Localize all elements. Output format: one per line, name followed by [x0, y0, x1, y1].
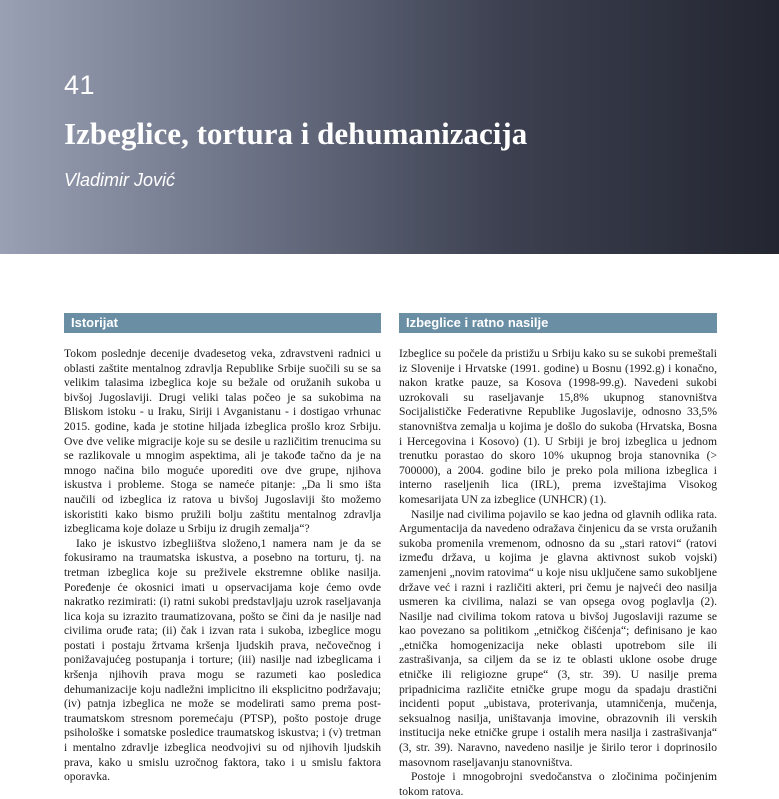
- chapter-author: Vladimir Jović: [64, 170, 176, 190]
- paragraph: Postoje i mnogobrojni svedočanstva o zločinima počinjenim tokom ratova.: [399, 770, 717, 798]
- paragraph: Iako je iskustvo izbegliištva složeno,1 namera nam je da se fokusiramo na traumatska iskustva, a posebno na torturu, tj. na tretman izbeglica koje su preživele ekstremne oblike nasilja. Poređenje će okosnici imati u opservacijama koje ćemo ovde nakratko rezimirati: (i) ratni sukobi predstavljaju uzrok raseljavanja lica koja su izrazito traumatizovana, pošto se čini da je nasilje nad civilima oruđe rata; (ii) čak i izvan rata i sukoba, izbeglice mogu postati i postaju žrtvama kršenja ljudskih prava, nečovečnog i ponižavajućeg postupanja i torture; (iii) nasilje nad izbeglicama i kršenja njihovih prava mogu se razumeti kao posledica dehumanizacije koju nadležni implicitno ili eksplicitno podržavaju; (iv) patnja izbeglica ne može se modelirati samo prema post-traumatskom stresnom poremećaju (PTSP), pošto postoje druge psihološke i somatske posledice traumatskog iskustva; i (v) tretman i mentalno zdravlje izbeglica neodvojivi su od njihovih ljudskih prava, kako u smislu uzročnog faktora, tako i u smislu faktora oporavka.: [64, 536, 381, 784]
- left-column-text: [64, 347, 381, 784]
- paragraph: Tokom poslednje decenije dvadesetog veka, zdravstveni radnici u oblasti zaštite mentalnog zdravlja Republike Srbije suočili su se sa velikim talasima izbeglica koje su bežale od oružanih sukoba u bivšoj Jugoslaviji. Drugi veliki talas počeo je sa sukobima na Bliskom istoku - u Iraku, Siriji i Avganistanu - i dostigao vrhunac 2015. godine, kada je stotine hiljada izbeglica prošlo kroz Srbiju. Ove dve velike migracije koje su se desile u različitim trenucima su se razlikovale u mnogim aspektima, ali je takođe tačno da je na mnogo načina bilo moguće uporediti ove dve grupe, njihova iskustva i probleme. Stoga se nameće pitanje: „Da li smo išta naučili od izbeglica iz ratova u bivšoj Jugoslaviji što možemo iskoristiti kako bismo pružili bolju zaštitu mentalnog zdravlja izbeglicama koje dolaze u Srbiju iz drugih zemalja“?: [64, 347, 381, 536]
- chapter-header-banner: [0, 0, 779, 254]
- right-column-text: [399, 347, 717, 798]
- chapter-number: 41: [64, 70, 96, 100]
- section-heading-history: Istorijat: [64, 313, 381, 333]
- paragraph: Nasilje nad civilima pojavilo se kao jedna od glavnih odlika rata. Argumentacija da navedeno odražava činjenicu da se vrsta oružanih sukoba promenila vremenom, odnosno da su „stari ratovi“ (ratovi između država, u kojima je glavna aktivnost sukob vojski) zamenjeni „novim ratovima“ u koje nisu uključene samo sukobljene države već i razni i različiti akteri, pri čemu je najveći deo nasilja usmeren ka civilima, nalazi se van opsega ovog poglavlja (2). Nasilje nad civilima tokom ratova u bivšoj Jugoslaviji razume se kao povezano sa politikom „etničkog čišćenja“; definisano je kao „etnička homogenizacija neke oblasti upotrebom sile ili zastrašivanja, sa ciljem da se iz te oblasti uklone osobe druge etničke ili religiozne grupe“ (3, str. 39). U nasilje prema pripadnicima različite etničke grupe mogu da spadaju drastični incidenti poput „ubistava, proterivanja, utamničenja, mučenja, seksualnog nasilja, uništavanja imovine, obrazovnih ili verskih institucija neke etničke grupe i ostalih mera nasilja i zastrašivanja“ (3, str. 39). Naravno, navedeno nasilje je širilo teror i doprinosilo masovnom raseljavanju stanovništva.: [399, 507, 717, 769]
- paragraph: Izbeglice su počele da pristižu u Srbiju kako su se sukobi premeštali iz Slovenije i Hrvatske (1991. godine) u Bosnu (1992.g) i konačno, nakon kratke pauze, sa Kosova (1998-99.g). Navedeni sukobi uzrokovali su raseljavanje 15,8% ukupnog stanovništva Socijalističke Federativne Republike Jugoslavije, odnosno 33,5% stanovništva zemalja u kojima je došlo do sukoba (Hrvatska, Bosna i Hercegovina i Kosovo) (1). U Srbiji je broj izbeglica u jednom trenutku porastao do skoro 10% ukupnog broja stanovnika (> 700000), a 2004. godine bilo je preko pola miliona izbeglica i interno raseljenih lica (IRL), prema izveštajima Visokog komesarijata UN za izbeglice (UNHCR) (1).: [399, 347, 717, 506]
- section-heading-refugees-war-violence: Izbeglice i ratno nasilje: [399, 313, 717, 333]
- chapter-title: Izbeglice, tortura i dehumanizacija: [64, 116, 528, 151]
